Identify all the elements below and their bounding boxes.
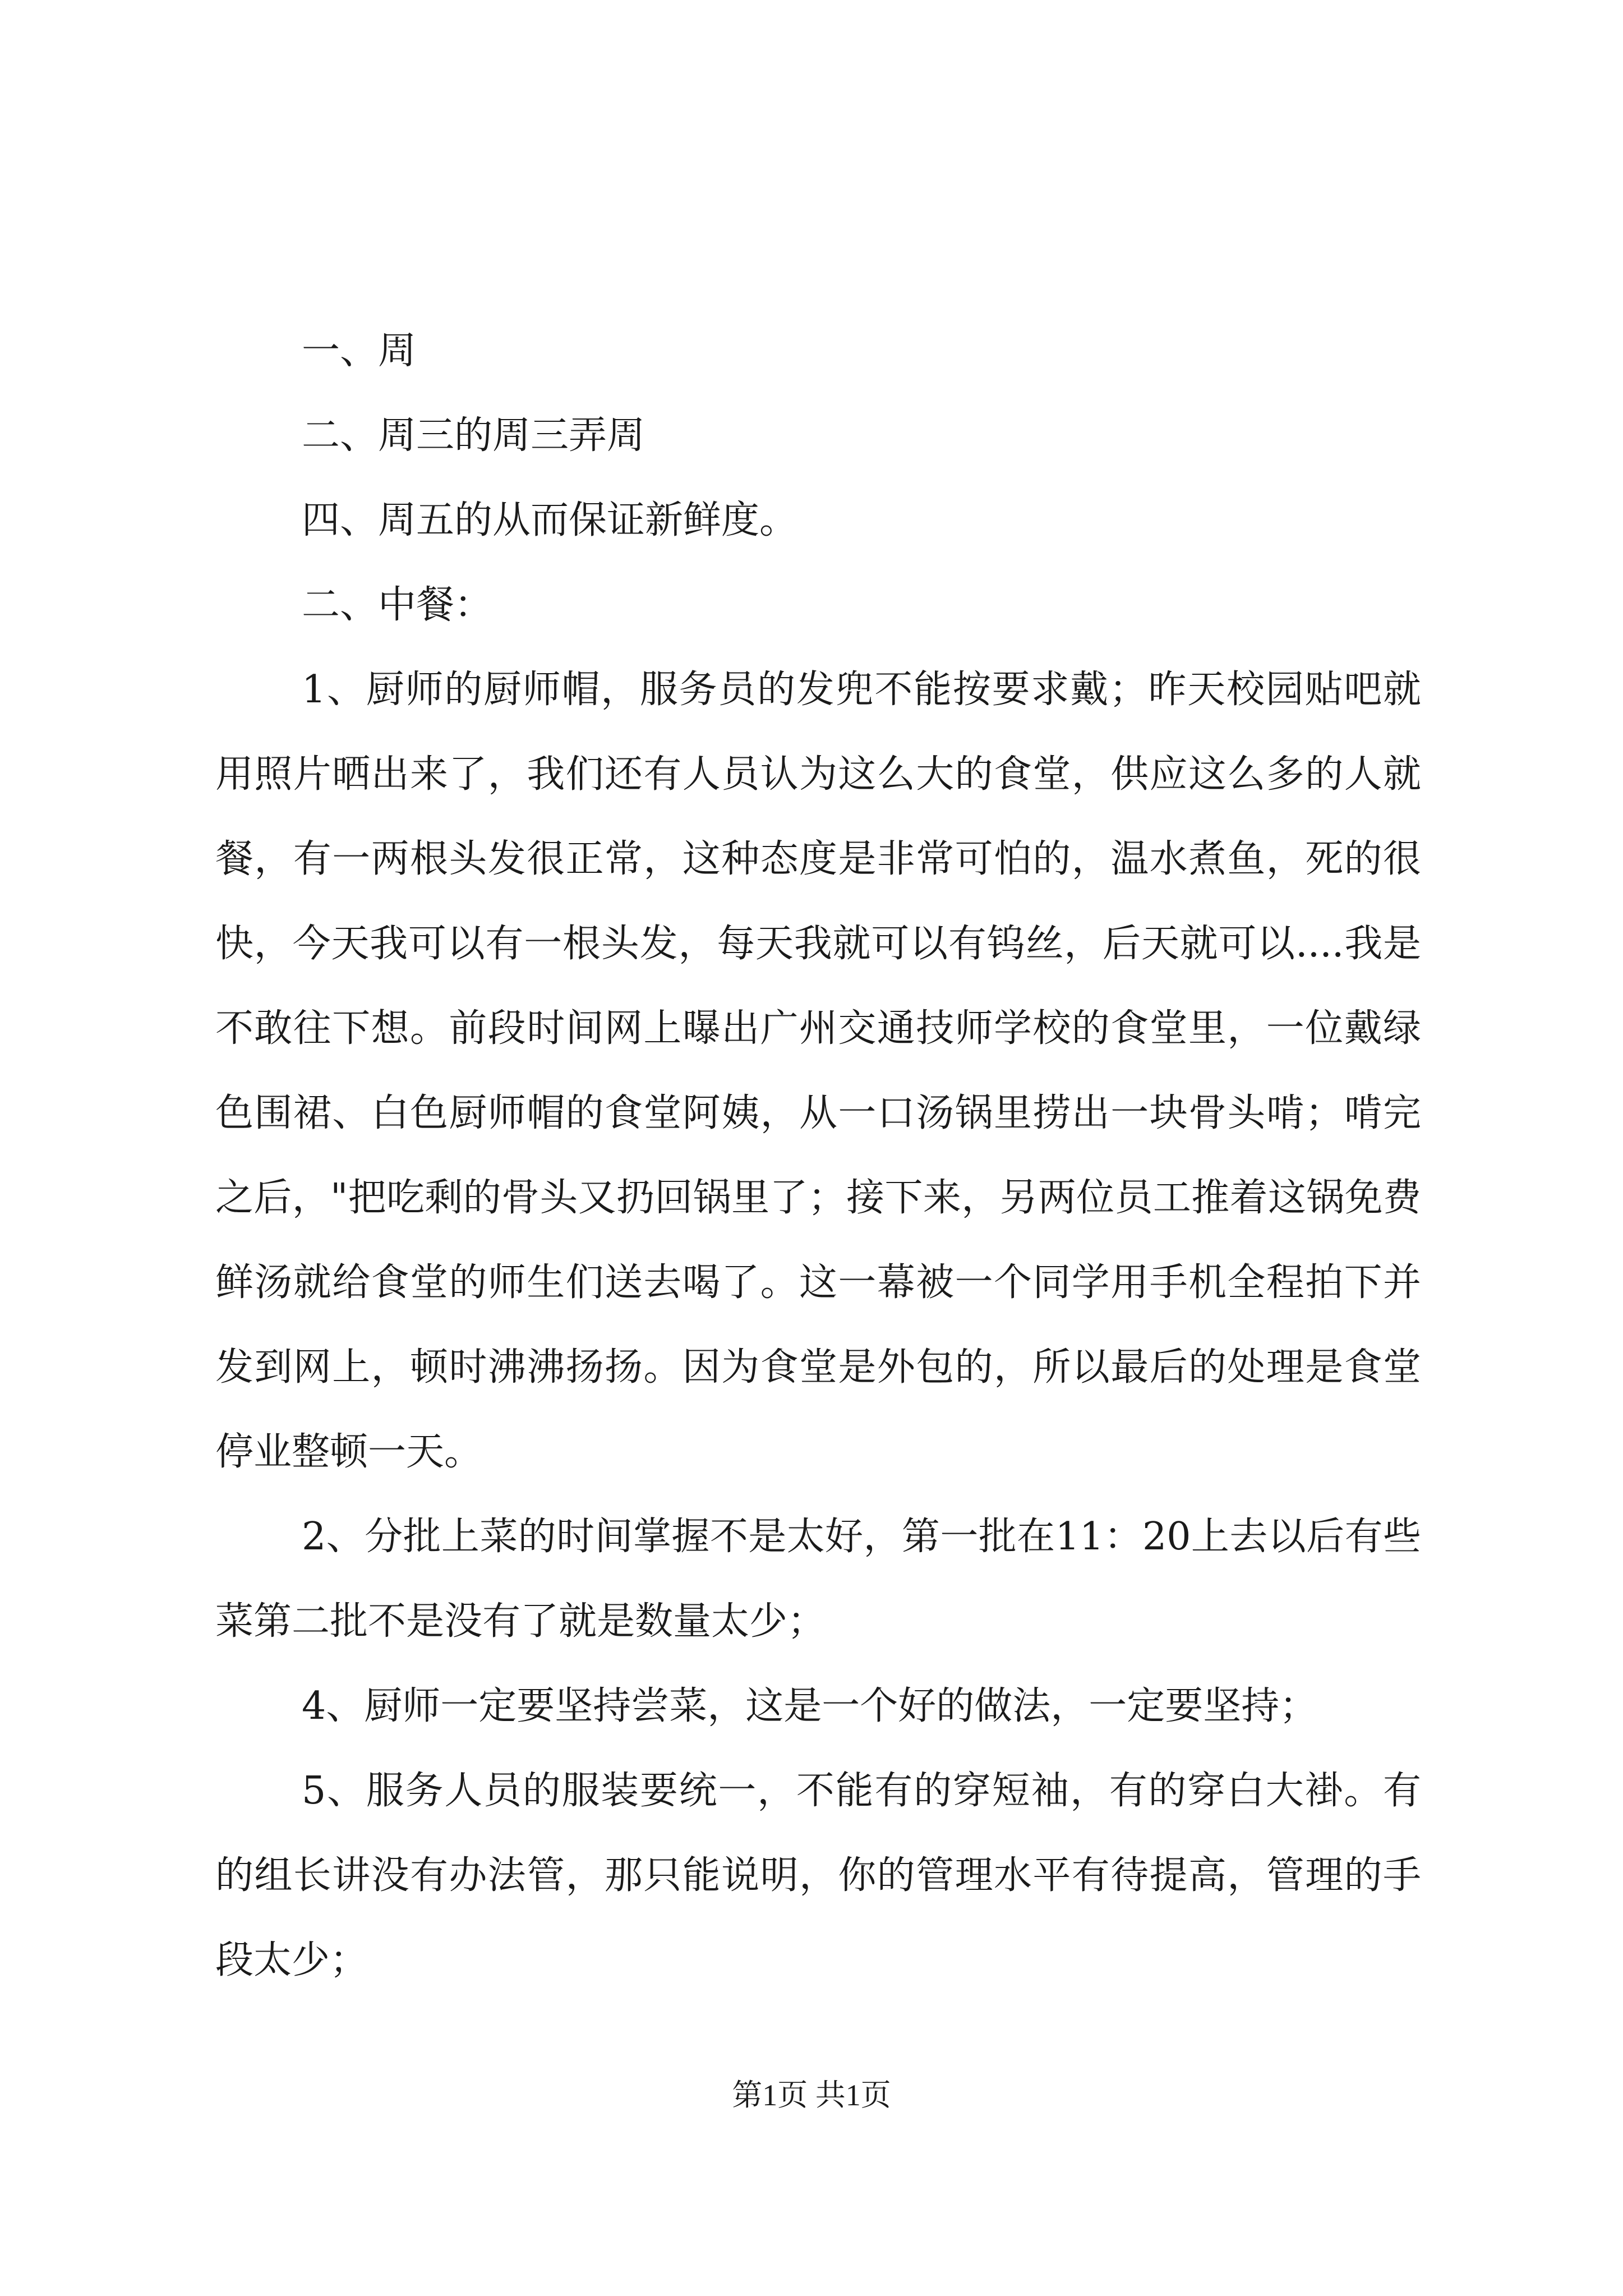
paragraph: 二、周三的周三弄周 [302,413,645,458]
paragraph: 一、周 [302,329,417,373]
paragraph: 5、服务人员的服装要统一，不能有的穿短袖，有的穿白大褂。有的组长讲没有办法管，那只能说明，你的管理水平有待提高，管理的手段太少； [215,1769,1421,1982]
document-body [215,309,1421,2003]
paragraph: 二、中餐： [302,583,493,627]
paragraph: 2、分批上菜的时间掌握不是太好，第一批在11：20上去以后有些菜第二批不是没有了就是数量太少； [215,1515,1421,1644]
paragraph: 4、厨师一定要坚持尝菜，这是一个好的做法，一定要坚持； [302,1684,1318,1728]
paragraph: 四、周五的从而保证新鲜度。 [302,498,798,542]
page-number: 第1页 共1页 [732,2078,891,2112]
paragraph: 1、厨师的厨师帽，服务员的发兜不能按要求戴；昨天校园贴吧就用照片晒出来了，我们还有人员认为这么大的食堂，供应这么多的人就餐，有一两根头发很正常，这种态度是非常可怕的，温水煮鱼，死的很快，今天我可以有一根头发，每天我就可以有钨丝，后天就可以....我是不敢往下想。前段时间网上曝出广州交通技师学校的食堂里，一位戴绿色围裙、白色厨师帽的食堂阿姨，从一口汤锅里捞出一块骨头啃；啃完之后，"把吃剩的骨头又扔回锅里了；接下来，另两位员工推着这锅免费鲜汤就给食堂的师生们送去喝了。这一幕被一个同学用手机全程拍下并发到网上，顿时沸沸扬扬。因为食堂是外包的，所以最后的处理是食堂停业整顿一天。 [215,668,1421,1474]
page-footer [0,2076,1623,2115]
